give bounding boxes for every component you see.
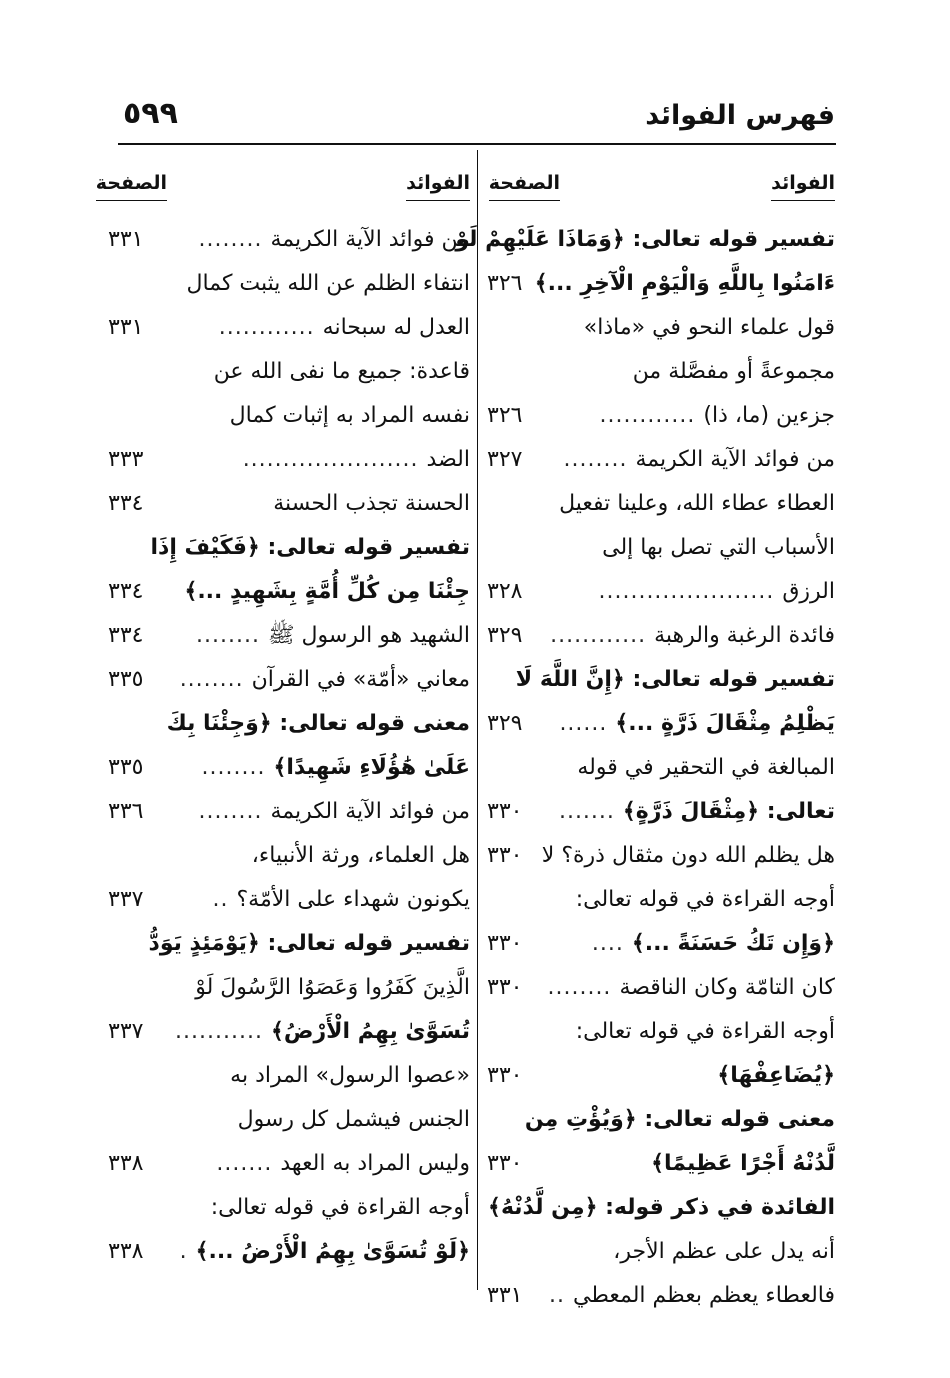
entry-text: معاني «أمّة» في القرآن [251, 667, 470, 692]
leader-dots: ............ [599, 403, 696, 428]
leader-dots: ........ [196, 623, 260, 648]
entry-text: نفسه المراد به إثبات كمال [229, 403, 470, 428]
entry-text: يكونون شهداء على الأمّة؟ [236, 887, 470, 912]
entry-page-number: ٣٢٦ [487, 271, 523, 296]
leader-dots: ...................... [242, 447, 419, 472]
index-entry-line [108, 1054, 470, 1098]
entry-text: ﴿يُضَاعِفْهَا﴾ [717, 1063, 835, 1088]
left-column-page-header: الصفحة [96, 172, 167, 201]
index-entry-line [487, 1010, 835, 1054]
index-entry-line [108, 1098, 470, 1142]
leader-dots: ....... [558, 799, 615, 824]
entry-text: ﴿لَوْ تُسَوَّىٰ بِهِمُ الْأَرْضُ ...﴾ [195, 1239, 470, 1264]
index-entry-line [487, 526, 835, 570]
entry-text: العدل له سبحانه [322, 315, 470, 340]
entry-text: قول علماء النحو في «ماذا» [583, 315, 835, 340]
entry-text: فالعطاء يعظم بعظم المعطي [573, 1283, 835, 1308]
entry-page-number: ٣٣٠ [487, 1151, 523, 1176]
right-column-page-header: الصفحة [489, 172, 560, 201]
entry-text: تفسير قوله تعالى: ﴿يَوْمَئِذٍ يَوَدُّ [148, 931, 470, 956]
entry-text: أوجه القراءة في قوله تعالى: [210, 1195, 470, 1220]
index-entry-line [487, 834, 835, 878]
index-entry-line [487, 394, 835, 438]
entry-text: المبالغة في التحقير في قوله [577, 755, 835, 780]
entry-text: مجموعةً أو مفصَّلة من [632, 359, 835, 384]
index-entry-line [487, 570, 835, 614]
index-entry-line [487, 878, 835, 922]
entry-text: تفسير قوله تعالى: ﴿وَمَاذَا عَلَيْهِمْ لَوْ [455, 227, 835, 252]
entry-page-number: ٣٢٧ [487, 447, 523, 472]
entry-text: يَظْلِمُ مِثْقَالَ ذَرَّةٍ ...﴾ [615, 711, 835, 736]
running-title: فهرس الفوائد [645, 100, 835, 131]
index-entry-line [108, 482, 470, 526]
leader-dots: ........ [563, 447, 628, 472]
entry-text: من فوائد الآية الكريمة [270, 799, 470, 824]
entry-text: من فوائد الآية الكريمة [270, 227, 470, 252]
entry-text: جزءين (ما، ذا) [703, 403, 835, 428]
entry-page-number: ٣٣٠ [487, 843, 523, 868]
index-entry-line [487, 702, 835, 746]
entry-text: هل يظلم الله دون مثقال ذرة؟ لا [541, 843, 835, 868]
entry-text: تفسير قوله تعالى: ﴿إِنَّ اللَّهَ لَا [515, 667, 835, 692]
entry-text: لَّدُنْهُ أَجْرًا عَظِيمًا﴾ [651, 1151, 835, 1176]
entry-text: عَلَىٰ هَٰؤُلَاءِ شَهِيدًا﴾ [273, 755, 470, 780]
entry-text: جِئْنَا مِن كُلِّ أُمَّةٍ بِشَهِيدٍ ...﴾ [184, 579, 470, 604]
entry-text: الضد [426, 447, 470, 472]
leader-dots: ........ [179, 667, 244, 692]
entry-text: تفسير قوله تعالى: ﴿فَكَيْفَ إِذَا [150, 535, 470, 560]
index-entry-line [108, 438, 470, 482]
entry-text: فائدة الرغبة والرهبة [654, 623, 835, 648]
entry-text: الجنس فيشمل كل رسول [237, 1107, 470, 1132]
entry-text: ﴿وَإِن تَكُ حَسَنَةً ...﴾ [631, 931, 835, 956]
index-entry-line [108, 966, 470, 1010]
entry-text: من فوائد الآية الكريمة [635, 447, 835, 472]
index-entry-line [487, 1098, 835, 1142]
index-entry-line [487, 1054, 835, 1098]
index-entry-line [487, 614, 835, 658]
index-entry-line [108, 306, 470, 350]
entry-page-number: ٣٢٩ [487, 623, 523, 648]
index-entry-line [108, 1230, 470, 1274]
entry-text: قاعدة: جميع ما نفى الله عن [213, 359, 470, 384]
entry-page-number: ٣٣٧ [108, 887, 144, 912]
entry-text: ءَامَنُوا بِاللَّهِ وَالْيَوْمِ الْآخِرِ ...﴾ [534, 271, 835, 296]
leader-dots: ........... [175, 1019, 263, 1044]
index-entry-line [455, 218, 835, 262]
index-entry-line [108, 834, 470, 878]
entry-page-number: ٣٢٨ [487, 579, 523, 604]
entry-page-number: ٣٣٤ [108, 491, 144, 516]
index-entry-line [108, 746, 470, 790]
leader-dots: ...... [559, 711, 608, 736]
entry-page-number: ٣٣٧ [108, 1019, 144, 1044]
leader-dots: .. [549, 1283, 565, 1308]
entry-text: الَّذِينَ كَفَرُوا وَعَصَوُا الرَّسُولَ لَوْ [195, 975, 470, 1000]
entry-text: هل العلماء، ورثة الأنبياء، [251, 843, 470, 868]
index-entry-line [108, 1186, 470, 1230]
entry-page-number: ٣٣٥ [108, 755, 144, 780]
entry-page-number: ٣٣٠ [487, 975, 523, 1000]
entry-text: الفائدة في ذكر قوله: ﴿مِن لَّدُنْهُ﴾ [488, 1195, 835, 1220]
entry-text: معنى قوله تعالى: ﴿وَجِئْنَا بِكَ [166, 711, 470, 736]
entry-page-number: ٣٣٤ [108, 579, 144, 604]
left-column-topic-header: الفوائد [406, 172, 470, 201]
leader-dots: ........ [201, 755, 266, 780]
index-entry-line [108, 1010, 470, 1054]
entry-page-number: ٣٣٦ [108, 799, 144, 824]
index-entry-line [108, 702, 470, 746]
entry-page-number: ٣٣٤ [108, 623, 144, 648]
entry-page-number: ٣٣٠ [487, 799, 523, 824]
entry-text: «عصوا الرسول» المراد به [230, 1063, 470, 1088]
entry-page-number: ٣٣٨ [108, 1151, 144, 1176]
index-entry-line [108, 394, 470, 438]
index-entry-line [108, 790, 470, 834]
index-entry-line [487, 1142, 835, 1186]
leader-dots: ............ [550, 623, 647, 648]
index-entry-line [108, 658, 470, 702]
entry-page-number: ٣٣٨ [108, 1239, 144, 1264]
index-entry-line [487, 438, 835, 482]
index-entry-line [108, 614, 470, 658]
leader-dots: .... [591, 931, 624, 956]
entry-text: أوجه القراءة في قوله تعالى: [575, 1019, 835, 1044]
right-column-topic-header: الفوائد [771, 172, 835, 201]
index-entry-line [108, 878, 470, 922]
entry-text: تُسَوَّىٰ بِهِمُ الْأَرْضُ﴾ [270, 1019, 470, 1044]
entry-text: العطاء عطاء الله، وعلينا تفعيل [559, 491, 835, 516]
entry-text: وليس المراد به العهد [280, 1151, 470, 1176]
entry-page-number: ٣٣٠ [487, 1063, 523, 1088]
index-entry-line [487, 966, 835, 1010]
leader-dots: ........ [198, 227, 263, 252]
index-entry-line [487, 262, 835, 306]
index-entry-line [108, 570, 470, 614]
index-entry-line [108, 262, 470, 306]
entry-text: معنى قوله تعالى: ﴿وَيُؤْتِ مِن [524, 1107, 835, 1132]
entry-page-number: ٣٣٠ [487, 931, 523, 956]
entry-text: أوجه القراءة في قوله تعالى: [575, 887, 835, 912]
index-entry-line [487, 790, 835, 834]
index-entry-line [487, 350, 835, 394]
index-entry-line [487, 1230, 835, 1274]
leader-dots: ........ [198, 799, 263, 824]
index-entry-line [487, 922, 835, 966]
entry-text: انتفاء الظلم عن الله يثبت كمال [186, 271, 470, 296]
entry-page-number: ٣٣١ [487, 1283, 523, 1308]
leader-dots: ........ [547, 975, 612, 1000]
entry-text: الحسنة تجذب الحسنة [273, 491, 470, 516]
index-entry-line [108, 218, 470, 262]
leader-dots: . [179, 1239, 188, 1264]
entry-page-number: ٣٣٣ [108, 447, 144, 472]
index-entry-line [487, 482, 835, 526]
leader-dots: .. [212, 887, 229, 912]
entry-text: أنه يدل على عظم الأجر، [613, 1239, 835, 1264]
entry-text: كان التامّة وكان الناقصة [619, 975, 835, 1000]
entry-text: الرزق [782, 579, 835, 604]
entry-page-number: ٣٣٥ [108, 667, 144, 692]
entry-page-number: ٣٢٦ [487, 403, 523, 428]
entry-text: تعالى: ﴿مِثْقَالَ ذَرَّةٍ﴾ [622, 799, 835, 824]
leader-dots: ............ [218, 315, 315, 340]
index-entry-line [108, 350, 470, 394]
index-entry-line [487, 306, 835, 350]
entry-text: الشهيد هو الرسول ﷺ [267, 623, 470, 648]
page-number: ٥٩٩ [123, 96, 178, 131]
index-entry-line [108, 526, 470, 570]
entry-page-number: ٣٢٩ [487, 711, 523, 736]
leader-dots: ....... [216, 1151, 273, 1176]
entry-page-number: ٣٣١ [108, 315, 144, 340]
index-entry-line [487, 658, 835, 702]
entry-text: الأسباب التي تصل بها إلى [602, 535, 835, 560]
leader-dots: ...................... [598, 579, 775, 604]
index-entry-line [108, 1142, 470, 1186]
entry-page-number: ٣٣١ [108, 227, 144, 252]
index-entry-line [487, 1274, 835, 1318]
index-entry-line [487, 746, 835, 790]
column-divider [477, 150, 478, 1290]
index-entry-line [487, 1186, 835, 1230]
index-entry-line [108, 922, 470, 966]
header-rule [118, 143, 836, 145]
